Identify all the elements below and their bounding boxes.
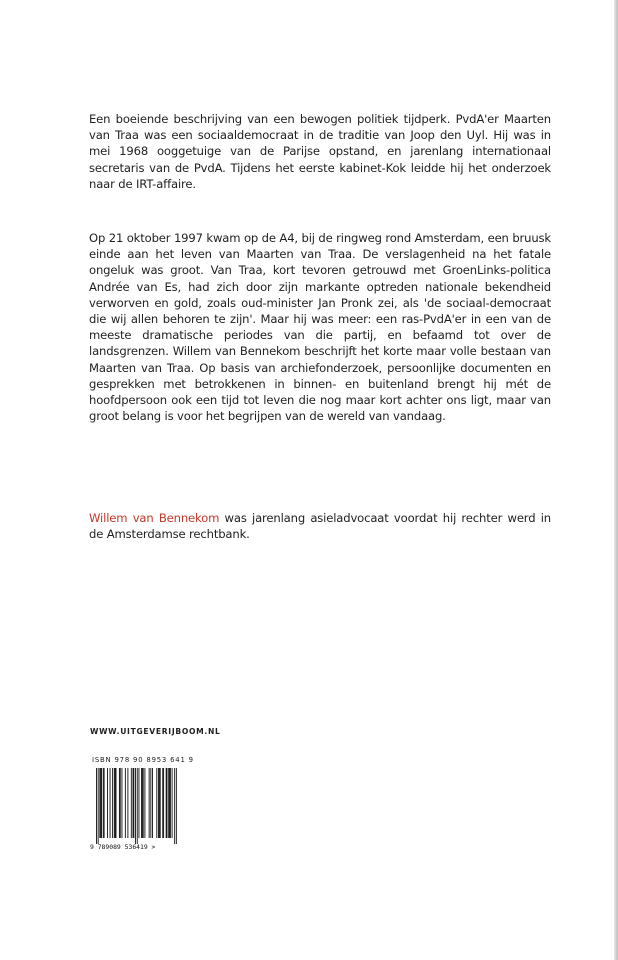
barcode-bar bbox=[101, 768, 102, 838]
author-paragraph bbox=[89, 510, 551, 542]
barcode-bar bbox=[169, 768, 170, 838]
barcode-bar bbox=[174, 768, 175, 844]
barcode-bar bbox=[156, 768, 157, 838]
author-name: Willem van Bennekom bbox=[89, 511, 220, 525]
publisher-website[interactable]: WWW.UITGEVERIJBOOM.NL bbox=[90, 727, 221, 736]
barcode-bar bbox=[135, 768, 136, 844]
book-spine-edge bbox=[614, 0, 618, 960]
barcode-bar bbox=[99, 768, 100, 838]
barcode-bar bbox=[142, 768, 143, 838]
isbn-label: ISBN 978 90 8953 641 9 bbox=[92, 756, 194, 764]
author-bio: was jarenlang asieladvocaat voordat hij rechter werd in de Amsterdamse rechtbank. bbox=[89, 511, 551, 542]
barcode-bar bbox=[98, 768, 99, 844]
barcode-bar bbox=[103, 768, 104, 838]
barcode-bar bbox=[167, 768, 168, 838]
barcode-bar bbox=[131, 768, 132, 838]
barcode-bar bbox=[127, 768, 128, 838]
barcode-bar bbox=[168, 768, 169, 838]
barcode-bar bbox=[160, 768, 161, 838]
barcode-bar bbox=[170, 768, 171, 838]
barcode-bar bbox=[141, 768, 142, 838]
barcode-bar bbox=[143, 768, 144, 838]
main-paragraph: Op 21 oktober 1997 kwam op de A4, bij de ringweg rond Amsterdam, een bruusk einde aan het leven van Maarten van Traa. De verslagenheid na het fatale ongeluk was groot. Van Traa, kort tevoren getrouwd met GroenLinks-politica Andrée van Es, had zich door zijn markante optreden nationale bekendheid verworven en gold, zoals oud-minister Jan Pronk zei, als 'de sociaal-democraat die wij allen behoren te zijn'. Maar hij was meer: een ras-PvdA'er in een van de meeste dramatische periodes van die partij, en befaamd tot over de landsgrenzen. Willem van Bennekom beschrijft het korte maar volle bestaan van Maarten van Traa. Op basis van archiefonderzoek, persoonlijke documenten en gesprekken met betrokkenen in binnen- en buitenland brengt hij mét de hoofdpersoon ook een tijd tot leven die nog maar kort achter ons ligt, maar van groot belang is voor het begrijpen van de wereld van vandaag. bbox=[89, 231, 551, 424]
barcode-bar bbox=[115, 768, 116, 838]
barcode-bar bbox=[159, 768, 160, 838]
barcode-bar bbox=[100, 768, 101, 838]
barcode-bar bbox=[149, 768, 150, 838]
barcode-digits: 9 789089 536419 > bbox=[90, 843, 156, 851]
barcode-bar bbox=[114, 768, 115, 838]
barcode-bar bbox=[107, 768, 108, 838]
barcode-bar bbox=[96, 768, 97, 844]
barcode bbox=[90, 766, 182, 852]
barcode-bar bbox=[139, 768, 140, 838]
barcode-bar bbox=[119, 768, 120, 838]
barcode-bar bbox=[133, 768, 134, 838]
barcode-bar bbox=[163, 768, 164, 838]
barcode-bar bbox=[150, 768, 151, 838]
barcode-bar bbox=[116, 768, 117, 838]
barcode-bar bbox=[120, 768, 121, 838]
barcode-bar bbox=[172, 768, 173, 838]
barcode-bar bbox=[152, 768, 153, 838]
barcode-graphic bbox=[90, 766, 182, 852]
barcode-bar bbox=[104, 768, 105, 838]
barcode-bar bbox=[125, 768, 126, 838]
barcode-bar bbox=[112, 768, 113, 838]
barcode-bar bbox=[110, 768, 111, 838]
barcode-bar bbox=[176, 768, 177, 844]
barcode-bar bbox=[158, 768, 159, 838]
barcode-bar bbox=[137, 768, 138, 844]
barcode-bar bbox=[133, 768, 134, 838]
barcode-bar bbox=[166, 768, 167, 838]
barcode-bar bbox=[162, 768, 163, 838]
intro-paragraph: Een boeiende beschrijving van een bewogen politiek tijdperk. PvdA'er Maarten van Traa was een sociaaldemocraat in de traditie van Joop den Uyl. Hij was in mei 1968 ooggetuige van de Parijse opstand, en jarenlang internationaal secretaris van de PvdA. Tijdens het eerste kabinet-Kok leidde hij het onderzoek naar de IRT-affaire. bbox=[89, 112, 551, 191]
barcode-bar bbox=[122, 768, 123, 838]
barcode-bar bbox=[144, 768, 145, 838]
